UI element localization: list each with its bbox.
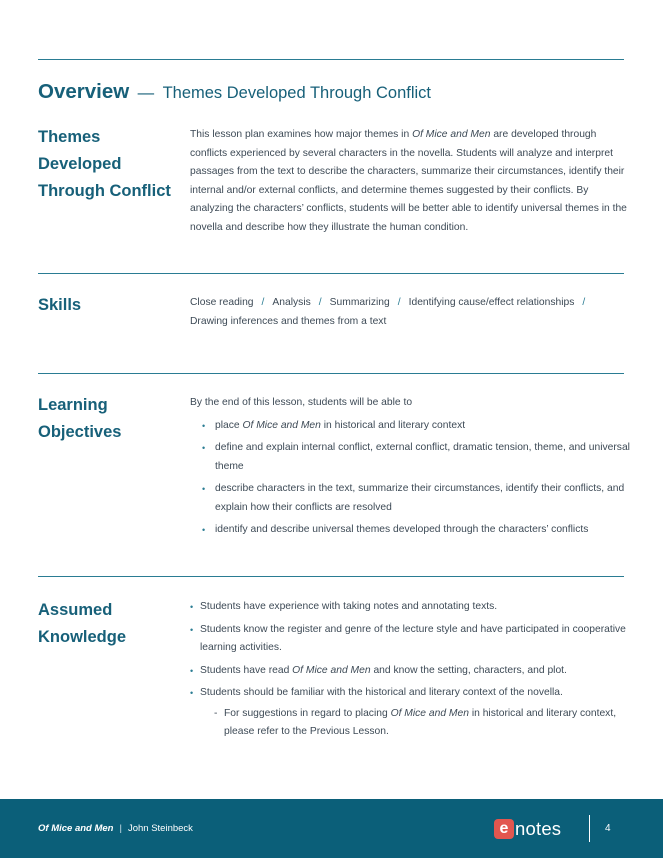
knowledge-book-title: Of Mice and Men (292, 664, 371, 676)
page-title (38, 80, 431, 104)
objectives-body (190, 394, 630, 544)
themes-body (190, 126, 630, 237)
themes-heading: Themes Developed Through Conflict (38, 128, 171, 200)
list-item (190, 705, 630, 742)
list-item (190, 439, 630, 476)
section-rule (38, 373, 624, 374)
objective-text: describe characters in the text, summarize their circumstances, identify their conflicts, and explain how their conflicts are resolved (215, 483, 625, 513)
objectives-intro: By the end of this lesson, students will be able to (190, 397, 413, 408)
list-item (190, 662, 630, 681)
top-rule (38, 59, 624, 60)
list-item (190, 684, 630, 742)
themes-text-2: are developed through conflicts experienced by several characters in the novella. Students will analyze and interpret passages from the text to describe the characters, summarize their circumstances, identify their internal and/or external conflicts, and determine themes suggested by their conflicts. By analyzing the characters’ conflicts, students will be better able to identify universal themes in the novella and describe how they illustrate the human condition. (190, 129, 627, 233)
skill-separator: / (318, 297, 322, 308)
knowledge-text: Students have experience with taking notes and annotating texts. (200, 601, 498, 612)
enotes-logo-text: notes (515, 818, 562, 839)
objective-text: in historical and literary context (320, 419, 466, 431)
footer-author: John Steinbeck (127, 823, 193, 834)
list-item (190, 598, 630, 617)
knowledge-text: Students should be familiar with the historical and literary context of the novella. (200, 687, 563, 698)
overview-title: Overview (38, 80, 130, 103)
bullet-icon: • (190, 688, 194, 698)
knowledge-list (190, 598, 630, 742)
dash-icon: - (214, 707, 218, 719)
skill-separator: / (582, 297, 586, 308)
footer-book-title: Of Mice and Men (38, 823, 114, 834)
objective-text: place (215, 419, 243, 431)
page-number: 4 (605, 823, 611, 834)
bullet-icon: • (190, 624, 194, 635)
knowledge-text: and know the setting, characters, and plot. (370, 664, 567, 676)
skills-body (190, 294, 630, 331)
bullet-icon: • (190, 665, 194, 676)
skills-list (190, 294, 630, 331)
skill-item: Close reading (190, 297, 254, 308)
list-item (190, 521, 630, 540)
skills-heading: Skills (38, 296, 82, 314)
bullet-icon: • (190, 602, 194, 612)
list-item (190, 417, 630, 436)
knowledge-sub-book-title: Of Mice and Men (390, 707, 469, 719)
knowledge-sublist (190, 705, 630, 742)
skill-item: Drawing inferences and themes from a text (190, 315, 387, 327)
objective-book-title: Of Mice and Men (242, 419, 321, 431)
section-rule (38, 273, 624, 274)
skill-item: Analysis (272, 297, 311, 308)
footer-divider (589, 815, 590, 842)
skill-item: Identifying cause/effect relationships (408, 297, 575, 308)
enotes-logo (494, 818, 561, 840)
themes-book-title: Of Mice and Men (412, 129, 491, 140)
skill-separator: / (397, 297, 401, 308)
objectives-heading: Learning Objectives (38, 396, 122, 441)
list-item (190, 480, 630, 517)
bullet-icon: • (202, 484, 206, 494)
themes-paragraph (190, 126, 630, 237)
objectives-list (190, 417, 630, 540)
footer-separator: | (119, 823, 122, 834)
bullet-icon: • (202, 525, 206, 535)
bullet-icon: • (202, 443, 206, 453)
section-rule (38, 576, 624, 577)
themes-text-1: This lesson plan examines how major themes in (190, 129, 413, 140)
skill-item: Summarizing (329, 297, 390, 308)
enotes-logo-icon: e (494, 819, 514, 839)
knowledge-body (190, 598, 630, 746)
knowledge-text: Students know the register and genre of the lecture style and have participated in cooperative learning activities. (200, 623, 626, 653)
list-item (190, 621, 630, 658)
knowledge-text: Students have read (200, 664, 293, 676)
knowledge-subtext: For suggestions in regard to placing (224, 707, 391, 719)
page-footer (0, 799, 663, 858)
skill-separator: / (261, 297, 265, 308)
overview-dash: — (137, 84, 155, 102)
objective-text: identify and describe universal themes developed through the characters’ conflicts (215, 524, 589, 535)
knowledge-subtext: in historical and literary context, please refer to the Previous Lesson. (224, 707, 617, 737)
objective-text: define and explain internal conflict, external conflict, dramatic tension, theme, and universal theme (215, 442, 630, 472)
knowledge-heading: Assumed Knowledge (38, 601, 127, 646)
footer-book-info (38, 823, 193, 834)
bullet-icon: • (202, 420, 206, 431)
overview-subtitle: Themes Developed Through Conflict (162, 84, 432, 102)
